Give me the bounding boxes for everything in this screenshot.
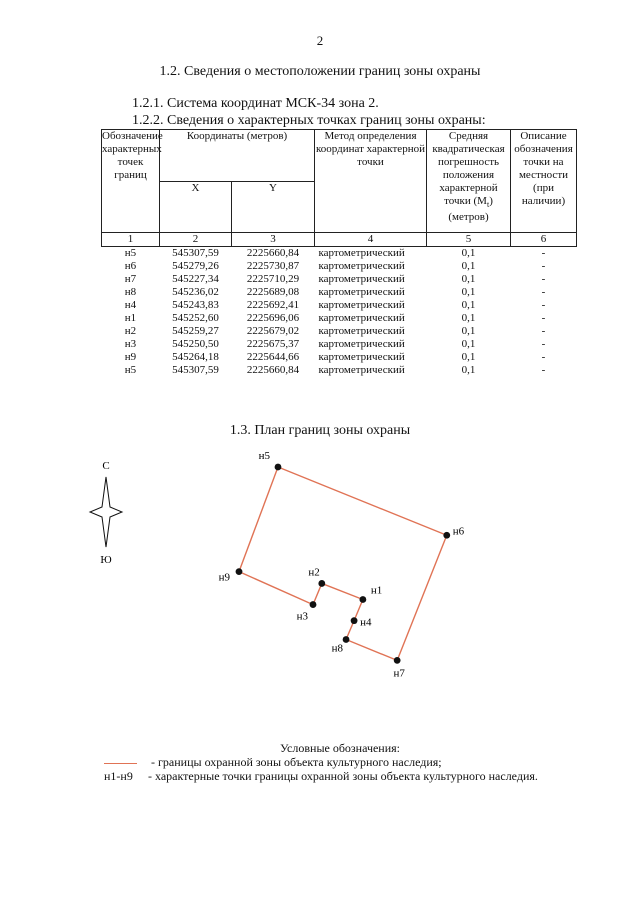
cell-error: 0,1 bbox=[461, 364, 476, 376]
boundary-line-swatch bbox=[104, 763, 137, 764]
cell-method: картометрический bbox=[318, 260, 405, 272]
cell-method: картометрический bbox=[318, 351, 405, 363]
compass-south-label: Ю bbox=[100, 554, 112, 566]
column-number: 6 bbox=[511, 233, 577, 247]
table-row bbox=[102, 299, 577, 312]
cell-point: н7 bbox=[124, 273, 137, 285]
boundary-point bbox=[443, 532, 450, 539]
boundary-segment bbox=[239, 572, 313, 605]
table-row bbox=[102, 286, 577, 299]
cell-desc: - bbox=[541, 247, 546, 259]
boundary-segment bbox=[313, 583, 322, 604]
cell-x: 545279,26 bbox=[172, 260, 219, 272]
column-number: 5 bbox=[427, 233, 511, 247]
cell-y: 2225692,41 bbox=[246, 299, 300, 311]
header-designation: Обозначение характерных точек границ bbox=[102, 130, 160, 233]
header-description: Описание обозначения точки на местности (при наличии) bbox=[511, 130, 577, 233]
cell-error: 0,1 bbox=[461, 273, 476, 285]
cell-y: 2225660,84 bbox=[246, 247, 300, 259]
plan-title: 1.3. План границ зоны охраны bbox=[229, 423, 411, 438]
cell-y: 2225644,66 bbox=[246, 351, 300, 363]
header-y: Y bbox=[232, 181, 315, 233]
cell-desc: - bbox=[541, 299, 546, 311]
column-number: 1 bbox=[102, 233, 160, 247]
table-row bbox=[102, 351, 577, 364]
cell-x: 545227,34 bbox=[172, 273, 219, 285]
point-label: н7 bbox=[393, 667, 405, 680]
cell-desc: - bbox=[541, 273, 546, 285]
cell-method: картометрический bbox=[318, 273, 405, 285]
cell-desc: - bbox=[541, 351, 546, 363]
point-label: н6 bbox=[452, 525, 465, 538]
boundary-point bbox=[318, 580, 325, 587]
cell-point: н2 bbox=[124, 325, 137, 337]
boundary-segment bbox=[346, 639, 397, 660]
boundary-segment bbox=[397, 535, 447, 660]
section-location-title: 1.2. Сведения о местоположении границ зоны охраны bbox=[159, 64, 481, 79]
cell-x: 545243,83 bbox=[172, 299, 219, 311]
cell-error: 0,1 bbox=[461, 351, 476, 363]
cell-method: картометрический bbox=[318, 299, 405, 311]
cell-error: 0,1 bbox=[461, 286, 476, 298]
cell-point: н3 bbox=[124, 338, 137, 350]
table-row bbox=[102, 338, 577, 351]
cell-x: 545264,18 bbox=[172, 351, 219, 363]
cell-error: 0,1 bbox=[461, 325, 476, 337]
cell-error: 0,1 bbox=[461, 260, 476, 272]
boundary-point bbox=[351, 617, 358, 624]
cell-desc: - bbox=[541, 312, 546, 324]
cell-y: 2225710,29 bbox=[246, 273, 300, 285]
cell-error: 0,1 bbox=[461, 312, 476, 324]
legend-line-row bbox=[104, 755, 442, 770]
cell-error: 0,1 bbox=[461, 299, 476, 311]
cell-y: 2225730,87 bbox=[246, 260, 300, 272]
table-row bbox=[102, 247, 577, 261]
boundary-segment bbox=[322, 583, 363, 599]
cell-x: 545259,27 bbox=[172, 325, 219, 337]
boundary-plan bbox=[80, 440, 540, 700]
cell-method: картометрический bbox=[318, 247, 405, 259]
column-number: 2 bbox=[160, 233, 232, 247]
point-label: н2 bbox=[308, 566, 320, 579]
cell-desc: - bbox=[541, 338, 546, 350]
cell-y: 2225675,37 bbox=[246, 338, 300, 350]
cell-point: н8 bbox=[124, 286, 137, 298]
cell-x: 545307,59 bbox=[172, 247, 219, 259]
cell-desc: - bbox=[541, 325, 546, 337]
point-label: н3 bbox=[296, 610, 309, 623]
cell-point: н5 bbox=[124, 364, 137, 376]
cell-method: картометрический bbox=[318, 364, 405, 376]
table-row bbox=[102, 364, 577, 377]
column-number: 3 bbox=[232, 233, 315, 247]
cell-point: н4 bbox=[124, 299, 137, 311]
page-number: 2 bbox=[316, 33, 324, 48]
cell-error: 0,1 bbox=[461, 247, 476, 259]
cell-desc: - bbox=[541, 260, 546, 272]
cell-x: 545252,60 bbox=[172, 312, 219, 324]
point-label: н9 bbox=[218, 571, 230, 584]
compass-icon bbox=[90, 460, 122, 566]
cell-x: 545250,50 bbox=[172, 338, 219, 350]
cell-error: 0,1 bbox=[461, 338, 476, 350]
cell-point: н5 bbox=[124, 247, 137, 259]
column-number: 4 bbox=[315, 233, 427, 247]
point-label: н5 bbox=[258, 450, 270, 462]
point-label: н4 bbox=[360, 616, 372, 629]
table-row bbox=[102, 273, 577, 286]
cell-x: 545236,02 bbox=[172, 286, 219, 298]
boundary-point bbox=[275, 464, 282, 471]
cell-method: картометрический bbox=[318, 325, 405, 337]
cell-method: картометрический bbox=[318, 286, 405, 298]
cell-y: 2225696,06 bbox=[246, 312, 300, 324]
table-row bbox=[102, 260, 577, 273]
cell-point: н1 bbox=[124, 312, 137, 324]
boundary-point bbox=[310, 601, 317, 608]
boundary-segment bbox=[278, 467, 447, 535]
points-table bbox=[101, 129, 577, 377]
cell-method: картометрический bbox=[318, 338, 405, 350]
header-x: X bbox=[160, 181, 232, 233]
cell-y: 2225689,08 bbox=[246, 286, 300, 298]
table-row bbox=[102, 325, 577, 338]
point-label: н8 bbox=[331, 642, 344, 655]
header-coords: Координаты (метров) bbox=[160, 130, 315, 182]
table-row bbox=[102, 312, 577, 325]
points-info-line: 1.2.2. Сведения о характерных точках границ зоны охраны: bbox=[132, 113, 486, 128]
header-method: Метод определения координат характерной точки bbox=[315, 130, 427, 233]
legend-line-text: - границы охранной зоны объекта культурного наследия; bbox=[151, 755, 442, 769]
cell-y: 2225679,02 bbox=[246, 325, 300, 337]
cell-desc: - bbox=[541, 364, 546, 376]
boundary-point bbox=[394, 657, 401, 664]
legend-points-row bbox=[104, 769, 538, 784]
cell-point: н6 bbox=[124, 260, 137, 272]
cell-x: 545307,59 bbox=[172, 364, 219, 376]
cell-method: картометрический bbox=[318, 312, 405, 324]
cell-y: 2225660,84 bbox=[246, 364, 300, 376]
cell-desc: - bbox=[541, 286, 546, 298]
compass-north-label: С bbox=[102, 460, 110, 472]
legend-points-text: - характерные точки границы охранной зоны объекта культурного наследия. bbox=[148, 769, 538, 783]
header-error: Средняя квадратическая погрешность положения характерной точки $(M_t)$ (метров) bbox=[427, 130, 511, 233]
point-label: н1 bbox=[370, 584, 383, 597]
legend-title: Условные обозначения: bbox=[279, 741, 401, 755]
legend-points-key: н1-н9 bbox=[104, 769, 133, 783]
coord-system-line: 1.2.1. Система координат МСК-34 зона 2. bbox=[132, 96, 379, 111]
cell-point: н9 bbox=[124, 351, 137, 363]
boundary-point bbox=[359, 596, 366, 603]
boundary-point bbox=[236, 568, 243, 575]
boundary-point bbox=[343, 636, 350, 643]
boundary-segment bbox=[239, 467, 278, 572]
